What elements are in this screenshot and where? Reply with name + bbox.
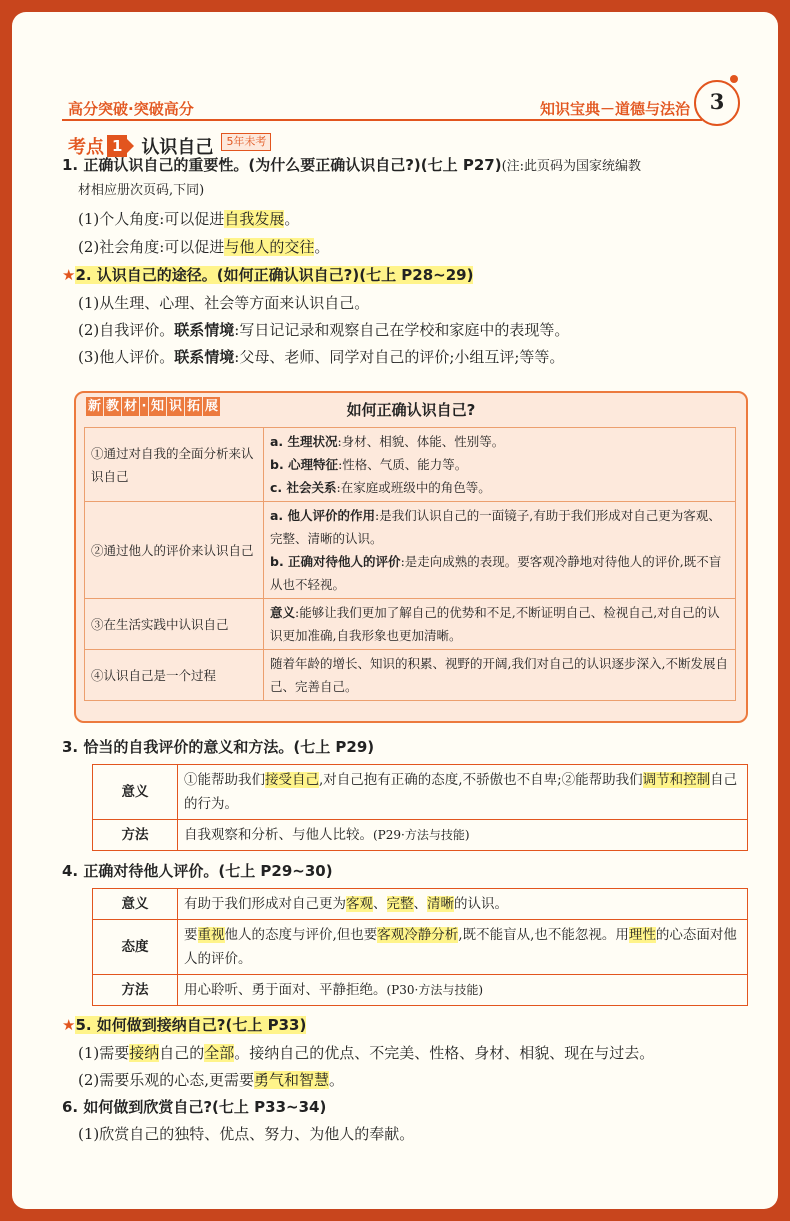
- list-item: [270, 430, 729, 453]
- q1-question: (为什么要正确认识自己?)(七上 P27): [248, 156, 502, 174]
- list-item: [270, 476, 729, 499]
- q1-p1-end: 。: [284, 210, 300, 228]
- table-row: [93, 765, 748, 820]
- q1-p1-text: (1)个人角度:可以促进: [78, 210, 225, 228]
- cell-text: ,对自己抱有正确的态度,不骄傲也不自卑;②能帮助我们: [319, 772, 643, 788]
- cell-text: 自己的行为。: [184, 772, 738, 812]
- q1-p2-highlight: 与他人的交往: [224, 238, 315, 256]
- row-label: 意义: [93, 765, 178, 820]
- q5-point-2: [78, 1069, 344, 1091]
- q1-note-b: 材相应册次页码,下同): [78, 183, 205, 198]
- table-cell: [264, 599, 736, 650]
- cell-highlight: 完整: [386, 896, 414, 912]
- section-label: 考点: [68, 137, 104, 158]
- header-subject: 知识宝典－道德与法治: [540, 100, 691, 118]
- item-label: b. 正确对待他人的评价: [270, 554, 401, 569]
- table-cell: ①通过对自我的全面分析来认识自己: [85, 428, 264, 502]
- table-row: [93, 820, 748, 851]
- item-label: c. 社会关系: [270, 480, 337, 495]
- cell-highlight: 客观冷静分析: [377, 927, 459, 943]
- q4-table: [92, 888, 748, 1006]
- table-row: [93, 920, 748, 975]
- q5-point-1: [78, 1042, 654, 1064]
- table-row: [85, 428, 736, 502]
- page: [12, 12, 778, 1209]
- list-item: [270, 601, 729, 647]
- q3-heading: [62, 736, 374, 758]
- cell-highlight: 重视: [197, 927, 225, 943]
- q2-p2-text: (2)自我评价。: [78, 321, 175, 339]
- extension-tag-char: 展: [204, 399, 218, 414]
- table-cell: ③在生活实践中认识自己: [85, 599, 264, 650]
- q5-p1-text: (1)需要: [78, 1044, 130, 1062]
- cell-text: 的认识。: [454, 896, 508, 912]
- list-item: [270, 453, 729, 476]
- q2-point-3: [78, 346, 564, 368]
- cell-highlight: 调节和控制: [642, 772, 711, 788]
- star-icon: ★: [62, 1016, 76, 1034]
- q2-p2-detail: :写日记记录和观察自己在学校和家庭中的表现等。: [234, 321, 570, 339]
- q5-heading: [62, 1014, 306, 1036]
- item-text: :是走向成熟的表现。要客观冷静地对待他人的评价,既不盲从也不轻视。: [270, 554, 722, 592]
- table-cell: [178, 975, 748, 1006]
- q6-heading: [62, 1096, 326, 1118]
- page-number: 3: [694, 80, 740, 126]
- q1-p2-end: 。: [314, 238, 330, 256]
- cell-text: 、: [373, 896, 387, 912]
- extension-title: 如何正确认识自己?: [346, 401, 476, 419]
- cell-text: ①能帮助我们: [184, 772, 265, 788]
- star-icon: ★: [62, 266, 76, 284]
- item-text: :性格、气质、能力等。: [338, 457, 468, 472]
- row-label: 意义: [93, 889, 178, 920]
- q5-p1-highlight: 全部: [204, 1044, 235, 1062]
- item-text: :在家庭或班级中的角色等。: [336, 480, 491, 495]
- cell-text: 的心态面对他人的评价。: [184, 927, 737, 967]
- q5-p2-text: (2)需要乐观的心态,更需要: [78, 1071, 255, 1089]
- row-label: 方法: [93, 820, 178, 851]
- section-title: 认识自己: [141, 137, 214, 158]
- table-cell: [178, 820, 748, 851]
- table-row: [93, 889, 748, 920]
- table-row: [85, 599, 736, 650]
- q2-title: 2. 认识自己的途径。(如何正确认识自己?)(七上 P28~29): [75, 266, 474, 284]
- cell-text: 自我观察和分析、与他人比较。: [184, 827, 373, 843]
- q1-point-2: [78, 236, 329, 258]
- table-cell: ④认识自己是一个过程: [85, 650, 264, 701]
- cell-text: 有助于我们形成对自己更为: [184, 896, 346, 912]
- extension-tag-char: 新: [87, 399, 101, 414]
- row-label: 态度: [93, 920, 178, 975]
- item-label: 意义: [270, 605, 296, 620]
- item-label: a. 生理状况: [270, 434, 338, 449]
- q3-table: [92, 764, 748, 851]
- q2-heading: [62, 264, 473, 286]
- extension-tag-char: 拓: [186, 399, 200, 414]
- q5-p1-highlight: 接纳: [129, 1044, 160, 1062]
- q5-p1-text: 自己的: [159, 1044, 205, 1062]
- q6-title: 6. 如何做到欣赏自己?(七上 P33~34): [62, 1098, 327, 1116]
- item-text: :是我们认识自己的一面镜子,有助于我们形成对自己更为客观、完整、清晰的认识。: [270, 508, 721, 546]
- q5-p2-text: 。: [329, 1071, 345, 1089]
- cell-highlight: 客观: [346, 896, 373, 912]
- table-cell: [178, 920, 748, 975]
- page-number-dot: [730, 75, 738, 83]
- table-row: [93, 975, 748, 1006]
- list-item: [270, 550, 729, 596]
- q1-point-1: [78, 208, 299, 230]
- q1-p2-text: (2)社会角度:可以促进: [78, 238, 225, 256]
- list-item: [270, 504, 729, 550]
- q4-title: 4. 正确对待他人评价。(七上 P29~30): [62, 862, 333, 880]
- extension-box: [74, 391, 748, 723]
- cell-text: 、: [413, 896, 427, 912]
- table-cell: [264, 428, 736, 502]
- table-cell: [178, 889, 748, 920]
- cell-highlight: 接受自己: [265, 772, 319, 788]
- cell-highlight: 理性: [628, 927, 656, 943]
- item-label: b. 心理特征: [270, 457, 339, 472]
- q1-note-a: (注:此页码为国家统编教: [501, 159, 642, 174]
- q1-title: 1. 正确认识自己的重要性。: [62, 156, 249, 174]
- header-series: 高分突破·突破高分: [68, 100, 194, 118]
- cell-text: 用心聆听、勇于面对、平静拒绝。: [184, 982, 387, 998]
- q2-point-1: (1)从生理、心理、社会等方面来认识自己。: [78, 294, 370, 312]
- q1-heading: [62, 154, 641, 178]
- item-text: :身材、相貌、体能、性别等。: [337, 434, 505, 449]
- cell-reference: (P29·方法与技能): [373, 828, 470, 842]
- extension-tag-char: 知: [150, 399, 164, 414]
- table-row: [85, 650, 736, 701]
- q2-p2-label: 联系情境: [174, 321, 235, 339]
- cell-highlight: 清晰: [427, 896, 454, 912]
- extension-table: [84, 427, 736, 701]
- header-rule: [62, 119, 702, 121]
- q5-title: 5. 如何做到接纳自己?(七上 P33): [75, 1016, 307, 1034]
- section-badge: 5年未考: [221, 133, 271, 151]
- cell-text: 他人的态度与评价,但也要: [224, 927, 378, 943]
- q2-p3-text: (3)他人评价。: [78, 348, 175, 366]
- cell-reference: (P30·方法与技能): [386, 983, 484, 997]
- q5-p1-text: 。接纳自己的优点、不完美、性格、身材、相貌、现在与过去。: [234, 1044, 655, 1062]
- table-row: [85, 502, 736, 599]
- q3-title: 3. 恰当的自我评价的意义和方法。(七上 P29): [62, 738, 375, 756]
- list-item: [270, 652, 729, 698]
- item-text: 随着年龄的增长、知识的积累、视野的开阔,我们对自己的认识逐步深入,不断发展自己、完善自己。: [270, 656, 728, 694]
- row-label: 方法: [93, 975, 178, 1006]
- extension-tag-char: 教: [105, 399, 119, 414]
- q2-p3-detail: :父母、老师、同学对自己的评价;小组互评;等等。: [234, 348, 565, 366]
- section-number: 1: [107, 135, 127, 157]
- q6-point-1: (1)欣赏自己的独特、优点、努力、为他人的奉献。: [78, 1125, 415, 1143]
- table-cell: [178, 765, 748, 820]
- extension-tag-char: ·: [141, 399, 147, 414]
- q4-heading: [62, 860, 333, 882]
- cell-text: 要: [184, 927, 198, 943]
- table-cell: [264, 502, 736, 599]
- extension-tag-char: 材: [123, 399, 137, 414]
- table-cell: [264, 650, 736, 701]
- item-text: :能够让我们更加了解自己的优势和不足,不断证明自己、检视自己,对自己的认识更加准确,自我形象也更加清晰。: [270, 605, 720, 643]
- extension-tag-char: 识: [168, 399, 182, 414]
- item-label: a. 他人评价的作用: [270, 508, 376, 523]
- table-cell: ②通过他人的评价来认识自己: [85, 502, 264, 599]
- q2-p3-label: 联系情境: [174, 348, 235, 366]
- q5-p2-highlight: 勇气和智慧: [254, 1071, 330, 1089]
- cell-text: ,既不能盲从,也不能忽视。用: [458, 927, 629, 943]
- q2-point-2: [78, 319, 569, 341]
- q1-p1-highlight: 自我发展: [224, 210, 285, 228]
